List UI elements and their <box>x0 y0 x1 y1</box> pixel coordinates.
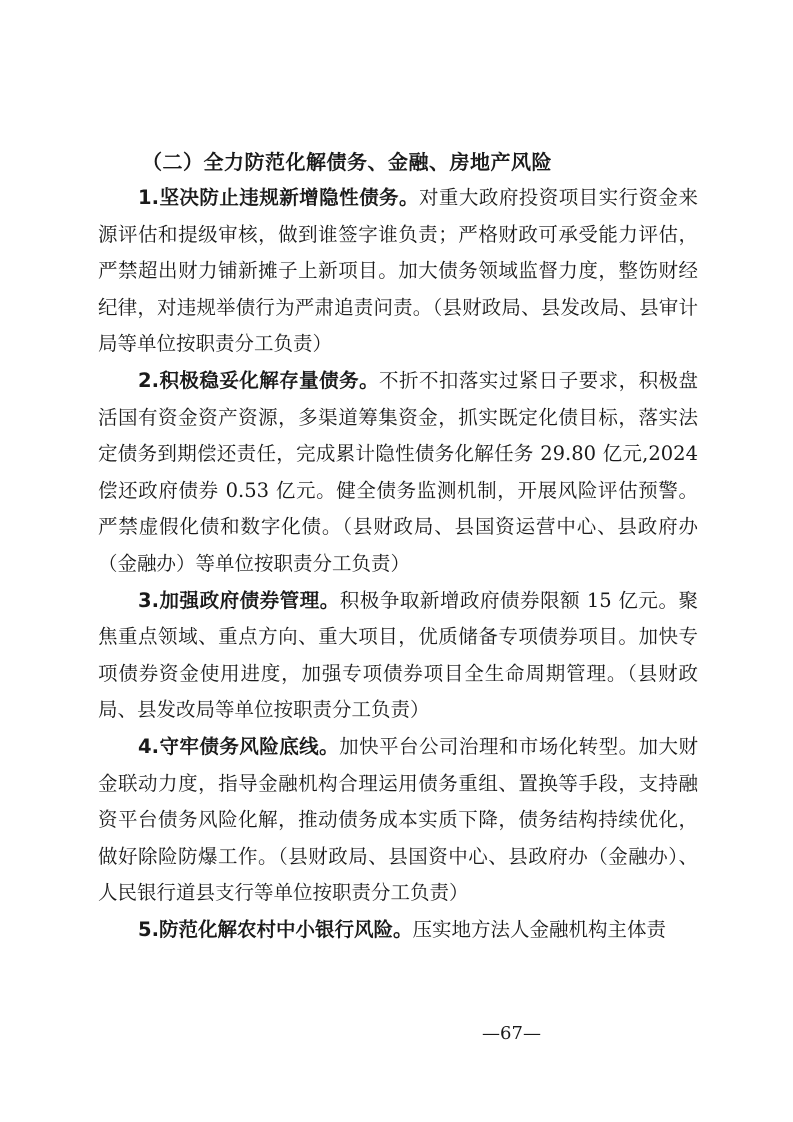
paragraph-text: 积极争取新增政府债券限额 15 亿元。聚焦重点领域、重点方向、重大项目，优质储备专项债券项目。加快专项债券资金使用进度，加强专项债券项目全生命周期管理。（县财政局、县发改局等单位按职责分工负责） <box>98 588 698 722</box>
paragraph-lead: 2.积极稳妥化解存量债务。 <box>138 368 380 392</box>
paragraph-5 <box>98 912 698 949</box>
paragraph-text: 压实地方法人金融机构主体责 <box>412 917 666 941</box>
document-body <box>98 144 698 948</box>
paragraph-2 <box>98 363 698 583</box>
paragraph-lead: 5.防范化解农村中小银行风险。 <box>138 917 413 941</box>
section-title: （二）全力防范化解债务、金融、房地产风险 <box>142 150 552 174</box>
paragraph-lead: 3.加强政府债券管理。 <box>138 588 340 612</box>
paragraph-text: 加快平台公司治理和市场化转型。加大财金联动力度，指导金融机构合理运用债务重组、置换等手段，支持融资平台债务风险化解，推动债务成本实质下降，债务结构持续优化，做好除险防爆工作。（县财政局、县国资中心、县政府办（金融办）、人民银行道县支行等单位按职责分工负责） <box>98 734 698 905</box>
paragraph-1 <box>98 180 698 363</box>
paragraph-3 <box>98 583 698 729</box>
paragraph-text: 不折不扣落实过紧日子要求，积极盘活国有资金资产资源，多渠道筹集资金，抓实既定化债目标，落实法定债务到期偿还责任，完成累计隐性债务化解任务 29.80 亿元,2024 偿还政府债券 0.53 亿元。健全债务监测机制，开展风险评估预警。严禁虚假化债和数字化债。（县财政局、县国资运营中心、县政府办（金融办）等单位按职责分工负责） <box>98 368 698 575</box>
paragraph-lead: 1.坚决防止违规新增隐性债务。 <box>138 186 419 209</box>
paragraph-lead: 4.守牢债务风险底线。 <box>138 734 340 758</box>
paragraph-text: 对重大政府投资项目实行资金来源评估和提级审核，做到谁签字谁负责；严格财政可承受能力评估，严禁超出财力铺新摊子上新项目。加大债务领域监督力度，整饬财经纪律，对违规举债行为严肃追责问责。（县财政局、县发改局、县审计局等单位按职责分工负责） <box>98 186 698 356</box>
page-number: —67— <box>482 1023 541 1044</box>
paragraph-4 <box>98 729 698 912</box>
